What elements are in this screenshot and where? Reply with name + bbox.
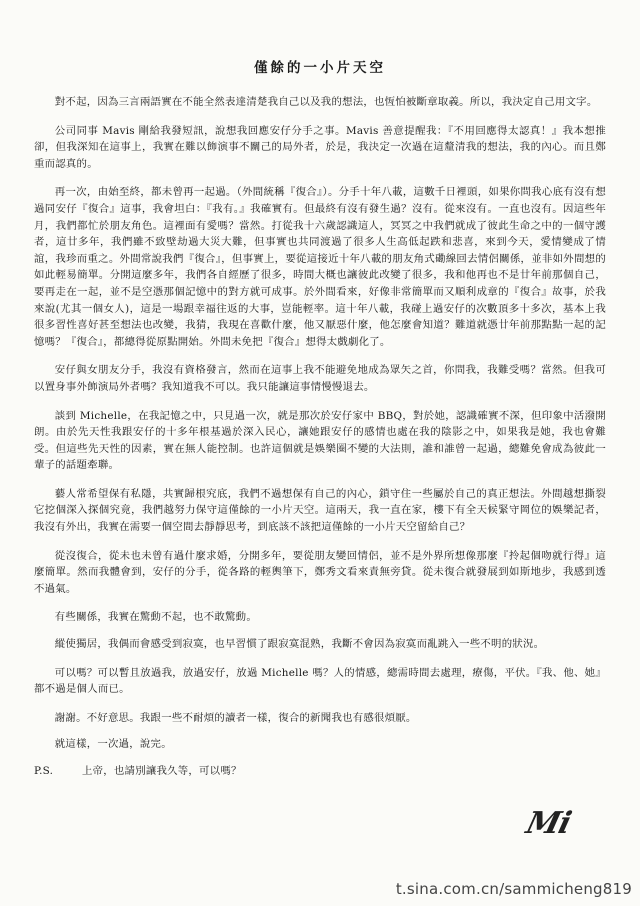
paragraph-3: 再一次，由始至終，都未曾再一起過。（外間統稱『復合』）。分手十年八載，這數千日裡頭，如果你問我心底有沒有想過同安仔『復合』這事，我會坦白：『我有。』我確實有。但最終有沒有發生過？沒有。從來沒有。一直也沒有。因這些年月，我們都忙於朋友角色。這裡面有愛嗎？當然。打從我十六歲認識這人，冥冥之中我們就成了彼此生命之中的一個守護者，這廿多年，我們雖不致壁劫過大災大難，但事實也共同渡過了很多人生高低起跌和悲喜，來到今天，愛情變成了情誼，我珍而重之。外間常說我們『復合』，但事實上，要從這接近十年八載的朋友角式磡線回去情侶關係，並非如外間想的如此輕易簡單。分開這麼多年，我們各自經歷了很多，時間大概也讓彼此改變了很多，我和他再也不是廿年前那個自己，要再走在一起，並不是空憑那個記憶中的對方就可成事。於外間看來，好像非常簡單而又順利成章的『復合』故事，於我來說(尤其一個女人)，這是一場跟幸福往返的大事，豈能輕率。這十年八載，我碰上過安仔的次數頂多十多次，基本上我很多習性喜好甚至想法也改變，我猜，我現在喜歡什麼，他又厭惡什麼，他怎麼會知道？難道就憑廿年前那點點一起的記憶嗎？『復合』，都總得從原點開始。外間未免把『復合』想得太戲劇化了。 [34, 186, 606, 348]
paragraph-12: 就這樣，一次過，說完。 [54, 738, 172, 751]
ps-label: P.S. [34, 765, 54, 777]
ps-text: 上帝，也請別讓我久等，可以嗎？ [82, 765, 242, 777]
paragraph-11: 謝謝。不好意思。我跟一些不耐煩的讀者一樣，復合的新聞我也有感很煩厭。 [54, 711, 417, 724]
paragraph-6: 藝人常希望保有私隱，共實歸根究底，我們不過想保有自己的內心，鎖守住一些屬於自己的真正想法。外間越想撕裂它挖個深入探個究竟，我們越努力保守這僅餘的一小片天空。這兩天，我一直在家，樓下有全天候緊守岡位的娛樂記者，我沒有外出，我實在需要一個空間去靜靜思考，到底該不該把這僅餘的一小片天空留給自己？ [34, 487, 606, 534]
postscript [34, 763, 606, 780]
letter-title: 僅餘的一小片天空 [254, 60, 386, 76]
paragraph-1: 對不起，因為三言兩語實在不能全然表達清楚我自己以及我的想法，也恆怕被斷章取義。所以，我決定自己用文字。 [54, 96, 598, 108]
paragraph-2: 公司同事 Mavis 剛給我發短訊，說想我回應安仔分手之事。Mavis 善意提醒我：『不用回應得太認真！』我本想推卻，但我深知在這事上，我實在難以飾演事不關己的局外者，於是，我決定一次過在這釐清我的想法，我的內心。而且鄭重而認真的。 [34, 124, 606, 170]
paragraph-4: 安仔與女朋友分手，我沒有資格發言，然而在這事上我不能避免地成為眾矢之首，你問我，我難受嗎？當然。但我可以置身事外飾演局外者嗎？我知道我不可以。我只能讓這事情慢慢退去。 [34, 364, 606, 393]
paragraph-9: 縱使獨居，我偶而會感受到寂寞，也早習慣了跟寂寞混熟，我斷不會因為寂寞而亂跳入一些不明的狀況。 [54, 638, 545, 651]
paragraph-10: 可以嗎？可以暫且放過我，放過安仔，放過 Michelle 嗎？人的情感，總需時間去處理，療傷，平伏。『我、他、她』都不過是個人而已。 [34, 666, 606, 696]
signature: Mi [523, 806, 575, 841]
paragraph-8: 有些關係，我實在驚動不起，也不敢驚動。 [54, 611, 257, 624]
paragraph-5: 談到 Michelle，在我記憶之中，只見過一次，就是那次於安仔家中 BBQ，對於她，認識確實不深，但印象中活潑開朗。由於先天性我跟安仔的十多年根基過於深入民心，讓她跟安仔的感情也處在我的陰影之中，如果我是她，我也會難受。但這些先天性的因素，實在無人能控制。也許這個就是娛樂圈不變的大法則，誰和誰曾一起過，總難免會成為彼此一輩子的話題牽聯。 [34, 409, 606, 472]
paragraph-7: 從沒復合，從未也未曾有過什麼求婚，分開多年，要從朋友變回情侶，並不是外界所想像那麼『拎起個吻就行得』這麼簡單。然而我體會到，安仔的分手，從各路的輕輿筆下，鄭秀文看來責無旁貸。從未復合就發展到如斯地步，我感到透不過氣。 [34, 549, 606, 595]
watermark: t.sina.com.cn/sammicheng819 [395, 880, 632, 898]
